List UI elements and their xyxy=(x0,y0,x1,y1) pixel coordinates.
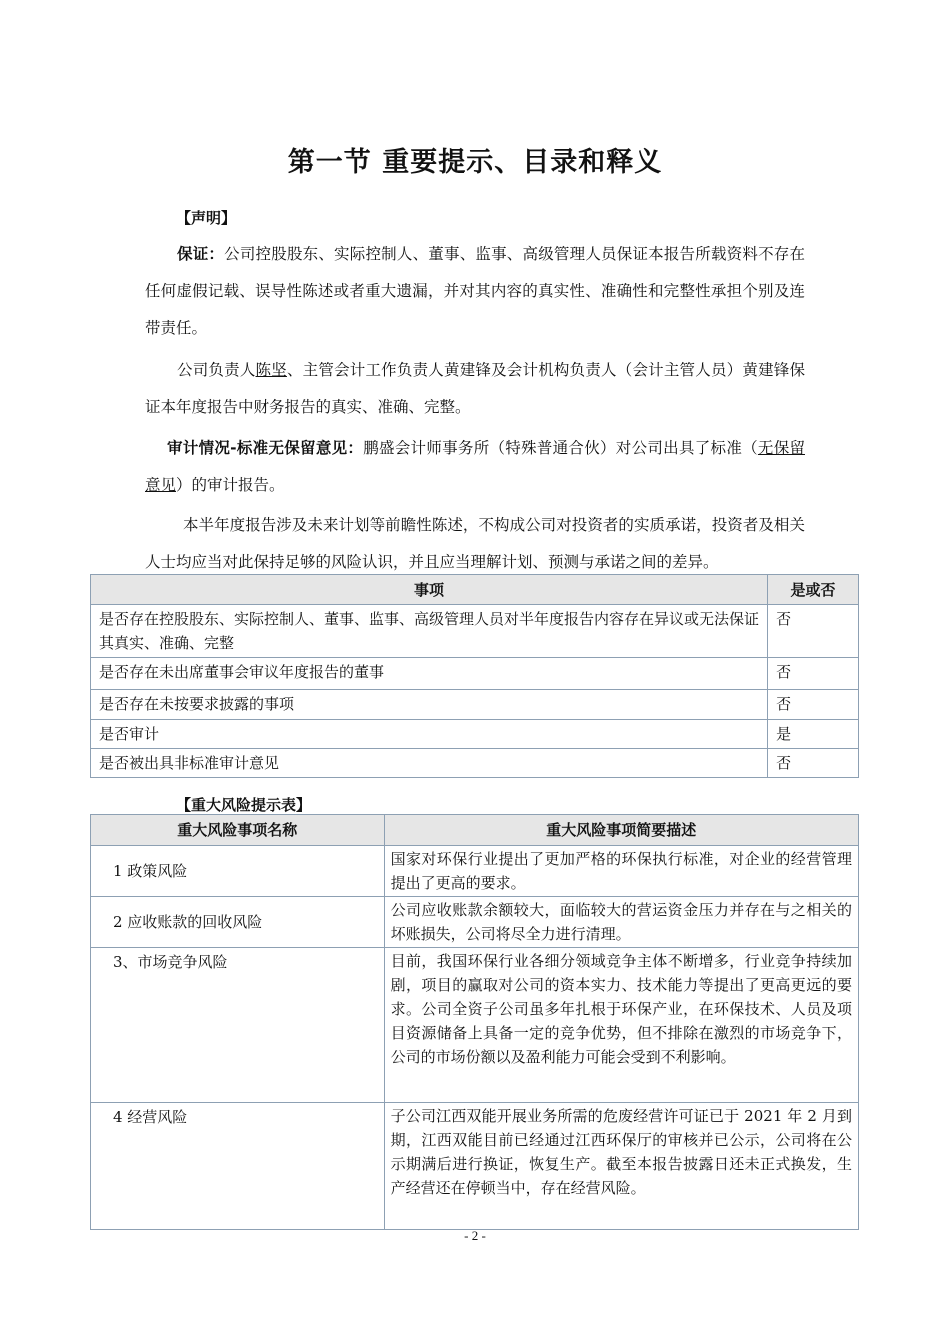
table-row xyxy=(91,1103,859,1230)
row-item: 是否存在控股股东、实际控制人、董事、监事、高级管理人员对半年度报告内容存在异议或无法保证其真实、准确、完整 xyxy=(91,605,768,658)
row-value: 否 xyxy=(768,605,859,658)
table-row xyxy=(91,897,859,948)
row-item: 是否审计 xyxy=(91,720,768,749)
row-item: 是否被出具非标准审计意见 xyxy=(91,749,768,778)
resp-post: 、主管会计工作负责人黄建锋及会计机构负责人（会计主管人员）黄建锋保证本年度报告中财务报告的真实、准确、完整。 xyxy=(145,361,805,416)
audit-opinion: 无保留意见 xyxy=(145,439,805,494)
audit-paragraph xyxy=(145,430,805,504)
table-row xyxy=(91,720,859,749)
table-row xyxy=(91,605,859,658)
page-number: - 2 - xyxy=(464,1228,486,1243)
audit-post: ）的审计报告。 xyxy=(176,476,285,494)
risk-desc: 目前，我国环保行业各细分领域竞争主体不断增多，行业竞争持续加剧，项目的赢取对公司的资本实力、技术能力等提出了更高更远的要求。公司全资子公司虽多年扎根于环保产业，在环保技术、人员及项目资源储备上具备一定的竞争优势，但不排除在激烈的市场竞争下，公司的市场份额以及盈利能力可能会受到不利影响。 xyxy=(384,948,858,1103)
statement-label: 【声明】 xyxy=(176,209,237,227)
audit-pre: 鹏盛会计师事务所（特殊普通合伙）对公司出具了标准（ xyxy=(363,439,758,457)
table-row xyxy=(91,658,859,690)
responsibility-paragraph xyxy=(145,352,805,426)
audit-lead: 审计情况-标准无保留意见： xyxy=(167,439,364,457)
header-item: 事项 xyxy=(91,575,768,605)
risk-desc: 国家对环保行业提出了更加严格的环保执行标准，对企业的经营管理提出了更高的要求。 xyxy=(384,846,858,897)
page-title: 第一节 重要提示、目录和释义 xyxy=(287,147,663,178)
table-row xyxy=(91,948,859,1103)
risk-name: 4 经营风险 xyxy=(91,1103,385,1230)
header-yes-no: 是或否 xyxy=(768,575,859,605)
row-item: 是否存在未出席董事会审议年度报告的董事 xyxy=(91,658,768,690)
guarantee-text: 公司控股股东、实际控制人、董事、监事、高级管理人员保证本报告所载资料不存在任何虚假记载、误导性陈述或者重大遗漏，并对其内容的真实性、准确性和完整性承担个别及连带责任。 xyxy=(145,245,805,337)
table-row xyxy=(91,749,859,778)
table-header-row xyxy=(91,575,859,605)
row-item: 是否存在未按要求披露的事项 xyxy=(91,690,768,720)
risk-desc: 子公司江西双能开展业务所需的危废经营许可证已于 2021 年 2 月到期，江西双能目前已经通过江西环保厅的审核并已公示，公司将在公示期满后进行换证，恢复生产。截至本报告披露日还未正式换发，生产经营还在停顿当中，存在经营风险。 xyxy=(384,1103,858,1230)
header-risk-name: 重大风险事项名称 xyxy=(91,815,385,846)
row-value: 否 xyxy=(768,749,859,778)
forward-looking-paragraph: 本半年度报告涉及未来计划等前瞻性陈述，不构成公司对投资者的实质承诺，投资者及相关人士均应当对此保持足够的风险认识，并且应当理解计划、预测与承诺之间的差异。 xyxy=(145,516,805,571)
risk-name: 2 应收账款的回收风险 xyxy=(91,897,385,948)
guarantee-lead: 保证： xyxy=(177,245,225,263)
risk-name: 1 政策风险 xyxy=(91,846,385,897)
row-value: 是 xyxy=(768,720,859,749)
guarantee-paragraph xyxy=(145,236,805,347)
header-risk-desc: 重大风险事项简要描述 xyxy=(384,815,858,846)
resp-name: 陈坚 xyxy=(255,361,287,379)
risk-name: 3、市场竞争风险 xyxy=(91,948,385,1103)
row-value: 否 xyxy=(768,690,859,720)
table-row xyxy=(91,690,859,720)
risk-table xyxy=(90,814,859,1230)
risk-table-label: 【重大风险提示表】 xyxy=(176,796,312,814)
items-table xyxy=(90,574,859,778)
risk-desc: 公司应收账款余额较大，面临较大的营运资金压力并存在与之相关的坏账损失，公司将尽全力进行清理。 xyxy=(384,897,858,948)
table-header-row xyxy=(91,815,859,846)
row-value: 否 xyxy=(768,658,859,690)
resp-pre: 公司负责人 xyxy=(177,361,256,379)
table-row xyxy=(91,846,859,897)
